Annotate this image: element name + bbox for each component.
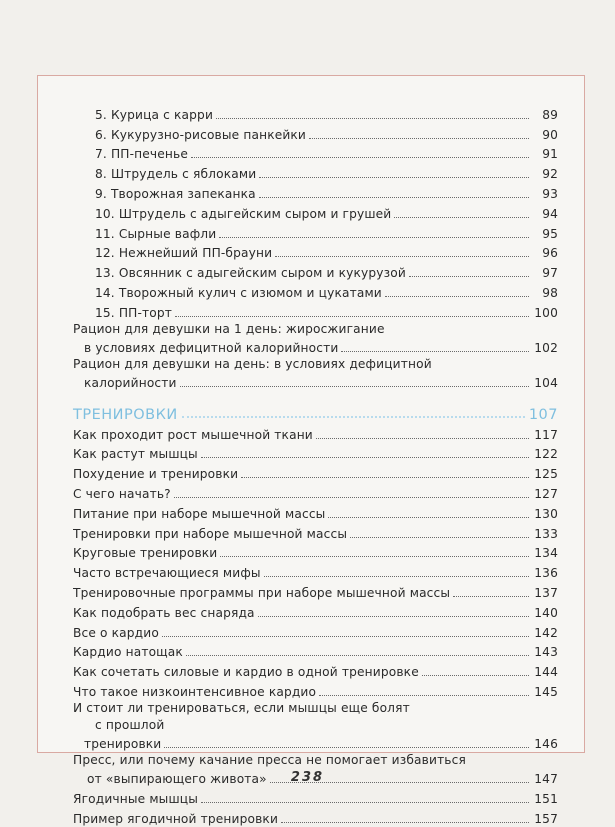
entry-page: 143: [534, 645, 558, 660]
leader-dots: [191, 157, 529, 158]
toc-entry[interactable]: [73, 242, 558, 262]
toc-entry[interactable]: [73, 581, 558, 601]
entry-page: 117: [534, 427, 558, 442]
entry-page: 142: [534, 625, 558, 640]
toc-entry[interactable]: [73, 321, 558, 356]
toc-entry[interactable]: [73, 123, 558, 143]
entry-title: Часто встречающиеся мифы: [73, 566, 261, 581]
entry-page: 96: [542, 246, 558, 261]
toc-entry[interactable]: [73, 356, 558, 391]
toc-entry[interactable]: [73, 222, 558, 242]
leader-dots: [341, 351, 529, 352]
entry-title-continued: от «выпирающего живота»: [87, 771, 267, 786]
leader-dots: [180, 386, 529, 387]
entry-title: 15. ПП-торт: [95, 305, 173, 320]
entry-title: Все о кардио: [73, 625, 159, 640]
leader-dots: [453, 596, 529, 597]
page-number: 238: [290, 770, 325, 785]
leader-dots: [259, 197, 529, 198]
entry-title: Тренировки при наборе мышечной массы: [73, 526, 348, 541]
entry-title-continued: с прошлой: [95, 717, 165, 732]
entry-page: 144: [534, 665, 558, 680]
entry-page: 145: [534, 684, 558, 699]
entry-page: 134: [534, 546, 558, 561]
entry-page: 89: [542, 107, 558, 122]
entry-page: 137: [534, 585, 558, 600]
entry-title: Рацион для девушки на день: в условиях дефицитной: [73, 356, 432, 371]
leader-dots: [259, 177, 529, 178]
entry-title: Как подобрать вес снаряда: [73, 605, 255, 620]
entry-title: 8. Штрудель с яблоками: [95, 167, 257, 182]
leader-dots: [264, 576, 529, 577]
leader-dots: [182, 416, 525, 418]
entry-title: 10. Штрудель с адыгейским сыром и грушей: [95, 206, 392, 221]
entry-page: 90: [542, 127, 558, 142]
entry-page: 102: [534, 340, 558, 355]
leader-dots: [174, 497, 529, 498]
toc-entry[interactable]: [73, 700, 558, 752]
leader-dots: [309, 138, 529, 139]
toc-entry[interactable]: [73, 462, 558, 482]
entry-page: 92: [542, 167, 558, 182]
toc-entry[interactable]: [73, 621, 558, 641]
entry-page: 97: [542, 266, 558, 281]
entry-page: 136: [534, 566, 558, 581]
leader-dots: [186, 655, 529, 656]
leader-dots: [216, 118, 529, 119]
leader-dots: [201, 457, 529, 458]
entry-title: С чего начать?: [73, 486, 171, 501]
toc-entry[interactable]: [73, 502, 558, 522]
leader-dots: [394, 217, 529, 218]
section-page: 107: [528, 406, 558, 423]
leader-dots: [328, 517, 529, 518]
section-title: ТРЕНИРОВКИ: [73, 406, 178, 423]
entry-title: Пример ягодичной тренировки: [73, 811, 279, 826]
toc-entry[interactable]: [73, 561, 558, 581]
entry-title: Пресс, или почему качание пресса не помогает избавиться: [73, 752, 466, 767]
leader-dots: [220, 556, 529, 557]
leader-dots: [350, 537, 529, 538]
entry-title: Что такое низкоинтенсивное кардио: [73, 684, 317, 699]
toc-entry[interactable]: [73, 680, 558, 700]
entry-title: Как сочетать силовые и кардио в одной тренировке: [73, 665, 419, 680]
section-heading[interactable]: [73, 391, 558, 423]
entry-title: 7. ПП-печенье: [95, 147, 188, 162]
entry-page: 93: [542, 186, 558, 201]
toc-entry[interactable]: [73, 301, 558, 321]
toc-entry[interactable]: [73, 807, 558, 827]
entry-title: Как растут мышцы: [73, 447, 198, 462]
entry-title-continued: в условиях дефицитной калорийности: [84, 340, 339, 355]
entry-title: Как проходит рост мышечной ткани: [73, 427, 313, 442]
leader-dots: [422, 675, 529, 676]
leader-dots: [275, 256, 529, 257]
entry-title: 12. Нежнейший ПП-брауни: [95, 246, 273, 261]
entry-page: 157: [534, 811, 558, 826]
leader-dots: [385, 296, 529, 297]
entry-title-continued: калорийности: [84, 375, 177, 390]
toc-entry[interactable]: [73, 423, 558, 443]
toc-entry[interactable]: [73, 787, 558, 807]
leader-dots: [409, 276, 529, 277]
leader-dots: [241, 477, 529, 478]
entry-page: 95: [542, 226, 558, 241]
entry-page: 98: [542, 285, 558, 300]
entry-title: Ягодичные мышцы: [73, 791, 198, 806]
entry-page: 94: [542, 206, 558, 221]
leader-dots: [316, 438, 529, 439]
toc-entry[interactable]: [73, 443, 558, 463]
toc-entry[interactable]: [73, 202, 558, 222]
leader-dots: [162, 636, 529, 637]
toc-entry[interactable]: [73, 281, 558, 301]
entry-title: 9. Творожная запеканка: [95, 186, 256, 201]
entry-page: 104: [534, 375, 558, 390]
entry-page: 133: [534, 526, 558, 541]
toc-entry[interactable]: [73, 482, 558, 502]
toc-entry[interactable]: [73, 660, 558, 680]
entry-title: Питание при наборе мышечной массы: [73, 506, 326, 521]
leader-dots: [164, 747, 529, 748]
entry-page: 146: [534, 736, 558, 751]
leader-dots: [258, 616, 529, 617]
leader-dots: [319, 695, 529, 696]
entry-title: 5. Курица с карри: [95, 107, 214, 122]
toc-entry[interactable]: [73, 103, 558, 123]
entry-page: 91: [542, 147, 558, 162]
entry-page: 100: [534, 305, 558, 320]
entry-title-continued: тренировки: [84, 736, 162, 751]
entry-title: Тренировочные программы при наборе мышечной массы: [73, 585, 451, 600]
leader-dots: [175, 316, 529, 317]
entry-page: 140: [534, 605, 558, 620]
entry-title: 14. Творожный кулич с изюмом и цукатами: [95, 285, 382, 300]
entry-title: Кардио натощак: [73, 645, 183, 660]
toc-entry[interactable]: [73, 261, 558, 281]
table-of-contents: [73, 103, 558, 827]
toc-entry[interactable]: [73, 542, 558, 562]
toc-entry[interactable]: [73, 601, 558, 621]
entry-page: 130: [534, 506, 558, 521]
toc-entry[interactable]: [73, 641, 558, 661]
toc-entry[interactable]: [73, 143, 558, 163]
entry-title: 13. Овсянник с адыгейским сыром и кукурузой: [95, 266, 406, 281]
entry-title: И стоит ли тренироваться, если мышцы еще болят: [73, 700, 410, 715]
toc-entry[interactable]: [73, 182, 558, 202]
entry-title: 6. Кукурузно-рисовые панкейки: [95, 127, 307, 142]
leader-dots: [281, 822, 529, 823]
entry-page: 127: [534, 486, 558, 501]
toc-entry[interactable]: [73, 522, 558, 542]
entry-page: 125: [534, 467, 558, 482]
leader-dots: [219, 237, 529, 238]
entry-page: 122: [534, 447, 558, 462]
leader-dots: [201, 802, 529, 803]
entry-title: Круговые тренировки: [73, 546, 218, 561]
entry-page: 147: [534, 771, 558, 786]
entry-title: Рацион для девушки на 1 день: жиросжигание: [73, 321, 385, 336]
entry-title: 11. Сырные вафли: [95, 226, 217, 241]
toc-entry[interactable]: [73, 162, 558, 182]
entry-title: Похудение и тренировки: [73, 467, 239, 482]
entry-page: 151: [534, 791, 558, 806]
